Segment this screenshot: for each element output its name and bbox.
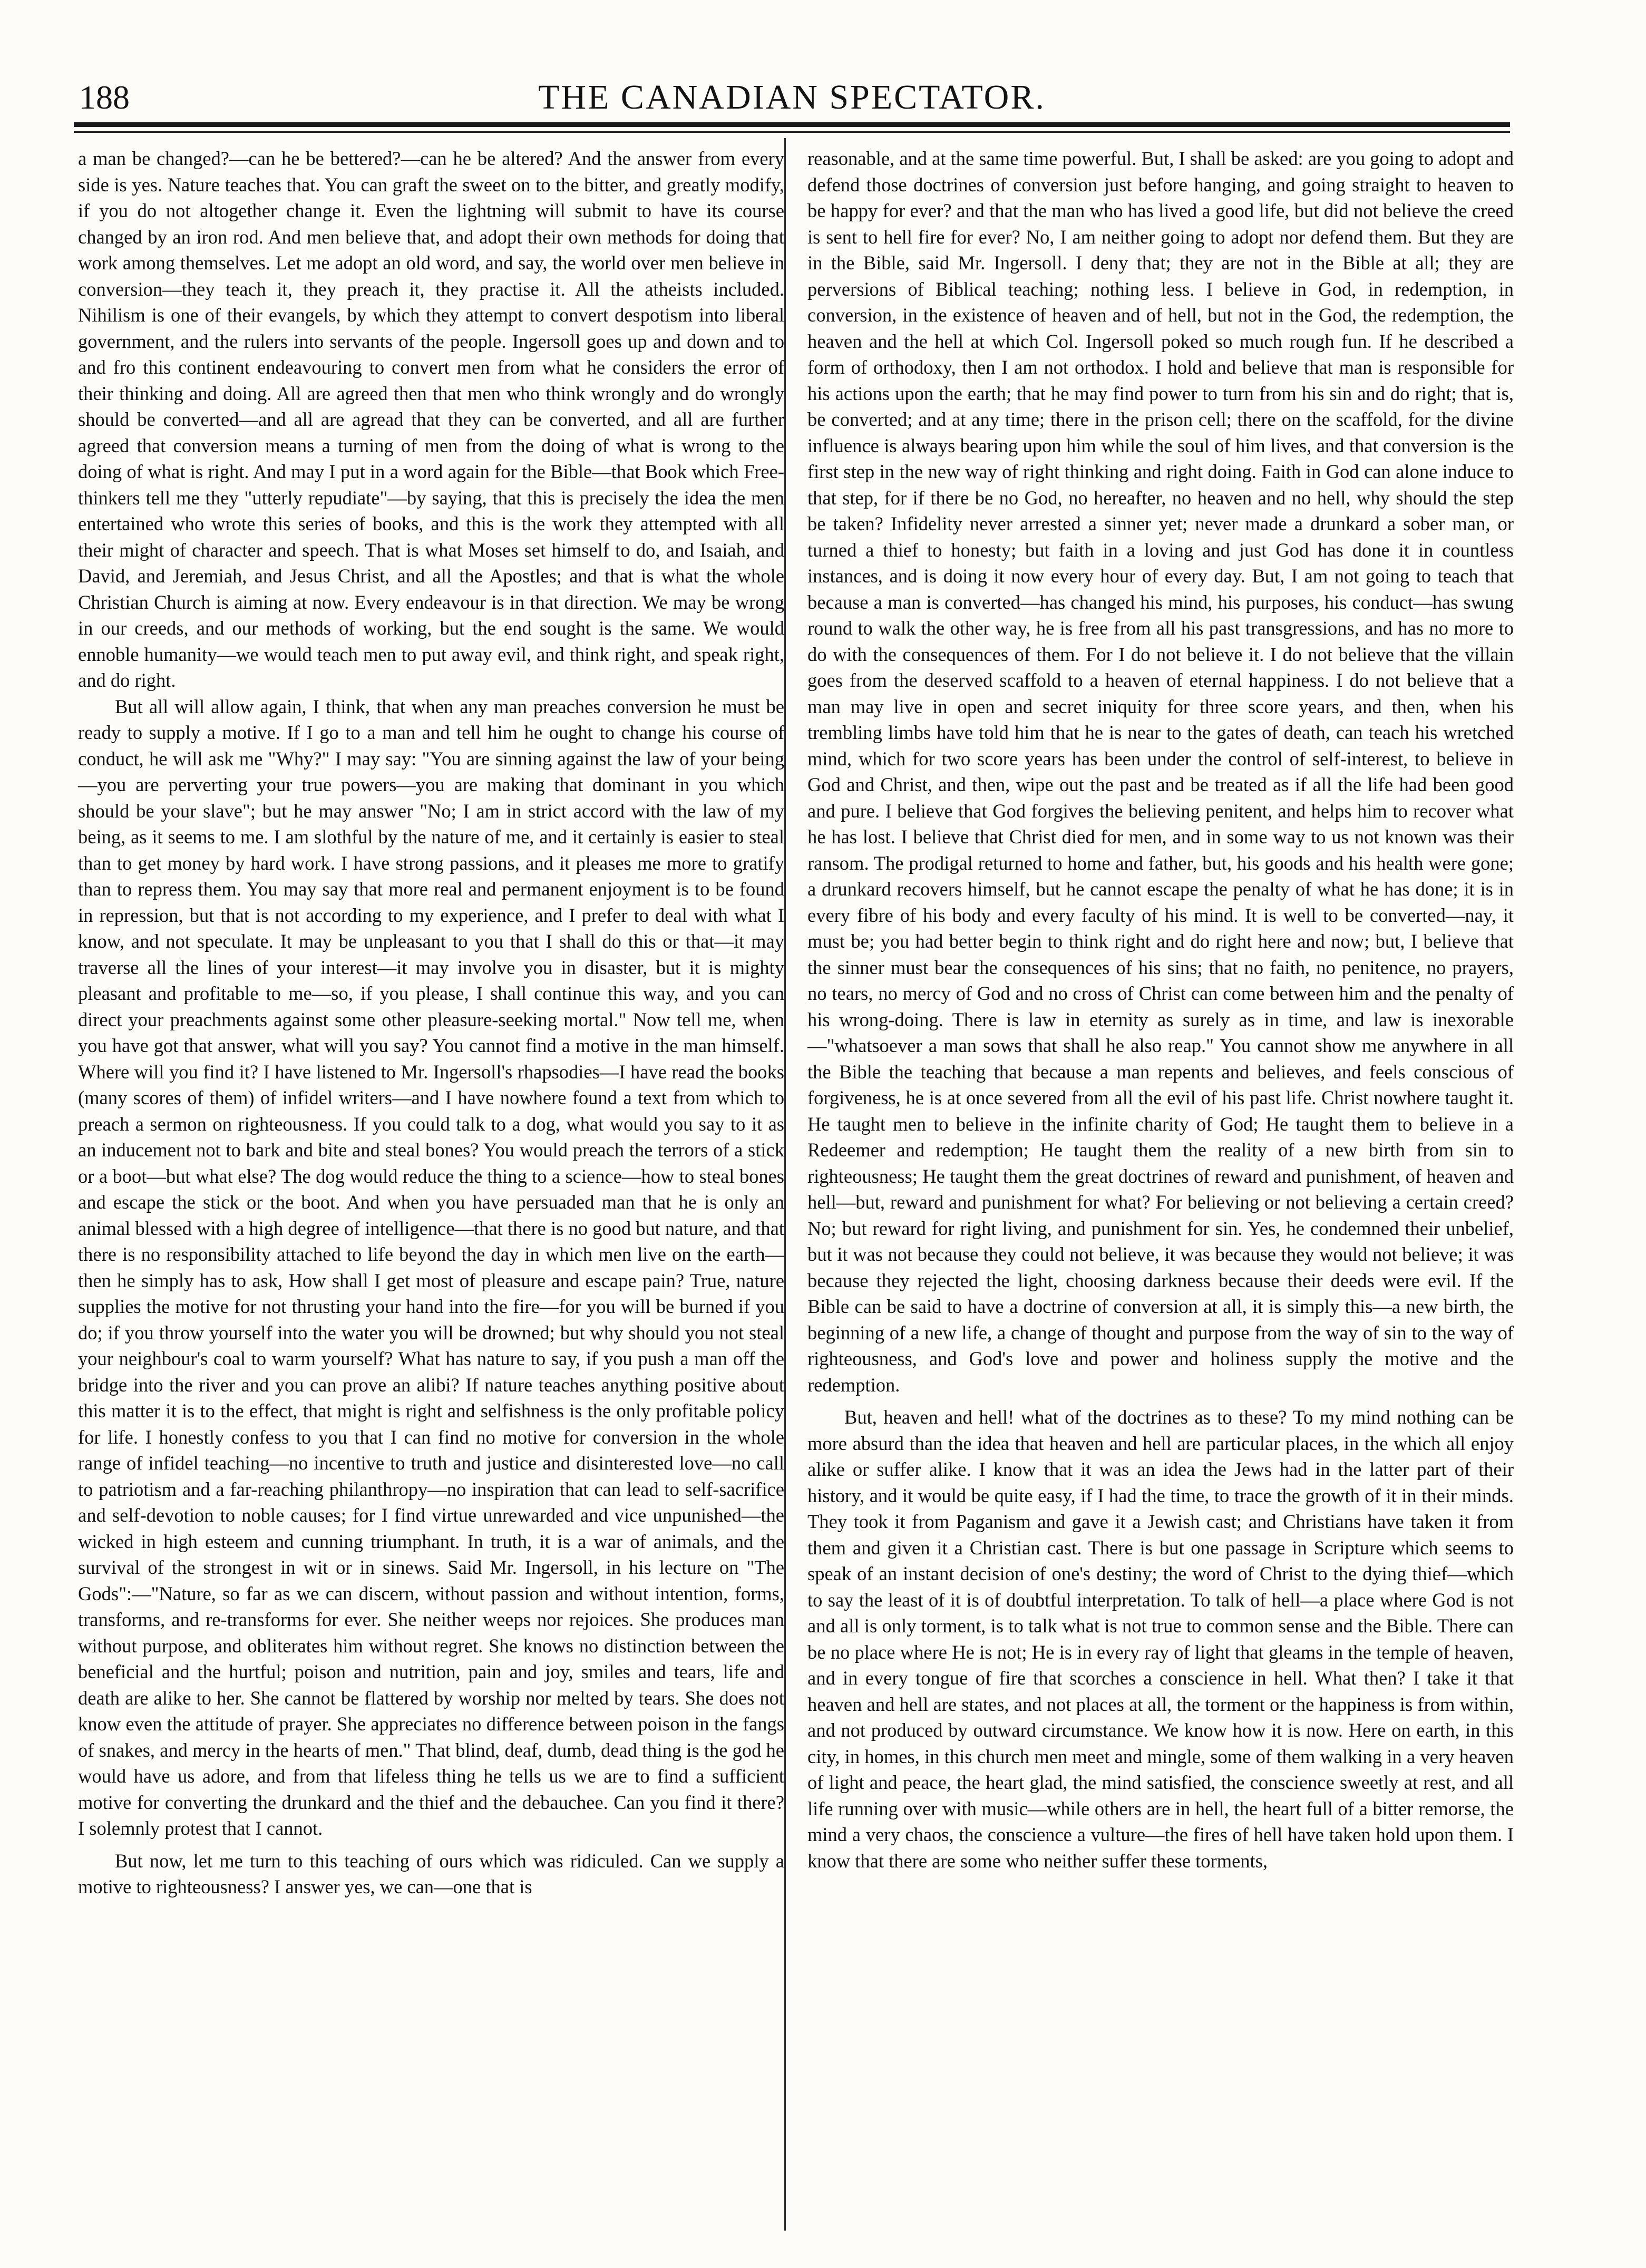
article-paragraph: reasonable, and at the same time powerful. But, I shall be asked: are you going to adopt and defend those doctrines of conversion just before hanging, and going straight to heaven to be happy for ever? and that the man who has lived a good life, but did not believe the creed is sent to hell fire for ever? No, I am neither going to adopt nor defend them. But they are in the Bible, said Mr. Ingersoll. I deny that; they are not in the Bible at all; they are perversions of Biblical teaching; nothing less. I believe in God, in redemption, in conversion, in the existence of heaven and of hell, but not in the God, the redemption, the heaven and the hell at which Col. Ingersoll poked so much rough fun. If he described a form of orthodoxy, then I am not orthodox. I hold and believe that man is responsible for his actions upon the earth; that he may find power to turn from his sin and do right; that is, be converted; and at any time; there in the prison cell; there on the scaffold, for the divine influence is always bearing upon him while the soul of him lives, and that conversion is the first step in the new way of right thinking and right doing. Faith in God can alone induce to that step, for if there be no God, no hereafter, no heaven and no hell, why should the step be taken? Infidelity never arrested a sinner yet; never made a drunkard a sober man, or turned a thief to honesty; but faith in a loving and just God has done it in countless instances, and is doing it now every hour of every day. But, I am not going to teach that because a man is converted—has changed his mind, his purposes, his conduct—has swung round to walk the other way, he is free from all his past transgressions, and has no more to do with the consequences of them. For I do not believe it. I do not believe that the villain goes from the deserved scaffold to a heaven of eternal happiness. I do not believe that a man may live in open and secret iniquity for three score years, and then, when his trembling limbs have told him that he is near to the gates of death, can teach his wretched mind, which for two score years has been under the control of self-interest, to believe in God and Christ, and then, wipe out the past and be treated as if all the life had been good and pure. I believe that God forgives the believing penitent, and helps him to recover what he has lost. I believe that Christ died for men, and in some way to us not known was their ransom. The prodigal returned to home and father, but, his goods and his health were gone; a drunkard recovers himself, but he cannot escape the penalty of what he has done; it is in every fibre of his body and every faculty of his mind. It is well to be converted—nay, it must be; you had better begin to think right and do right here and now; but, I believe that the sinner must bear the consequences of his sins; that no faith, no penitence, no prayers, no tears, no mercy of God and no cross of Christ can come between him and the penalty of his wrong-doing. There is law in eternity as surely as in time, and law is inexorable—"whatsoever a man sows that shall he also reap." You cannot show me anywhere in all the Bible the teaching that because a man repents and believes, and feels conscious of forgiveness, he is at once severed from all the evil of his past life. Christ nowhere taught it. He taught men to believe in the infinite charity of God; He taught them to believe in a Redeemer and redemption; He taught them the reality of a new birth from sin to righteousness; He taught them the great doctrines of reward and punishment, of heaven and hell—but, reward and punishment for what? For believing or not believing a certain creed? No; but reward for right living, and punishment for sin. Yes, he condemned their unbelief, but it was not because they could not believe, it was because they would not believe; it was because they rejected the light, choosing darkness because their deeds were evil. If the Bible can be said to have a doctrine of conversion at all, it is simply this—a new birth, the beginning of a new life, a change of thought and purpose from the way of sin to the way of righteousness, and God's love and power and holiness supply the motive and the redemption. <box>807 148 1514 1396</box>
article-paragraph: But now, let me turn to this teaching of ours which was ridiculed. Can we supply a motive to righteousness? I answer yes, we can—one that is <box>78 1850 784 1897</box>
left-column <box>78 145 784 1900</box>
right-column <box>807 145 1514 1874</box>
article-paragraph: But, heaven and hell! what of the doctrines as to these? To my mind nothing can be more absurd than the idea that heaven and hell are particular places, in the which all enjoy alike or suffer alike. I know that it was an idea the Jews had in the latter part of their history, and it would be quite easy, if I had the time, to trace the growth of it in their minds. They took it from Paganism and gave it a Jewish cast; and Christians have taken it from them and given it a Christian cast. There is but one passage in Scripture which seems to speak of an instant decision of one's destiny; the word of Christ to the dying thief—which to say the least of it is of doubtful interpretation. To talk of hell—a place where God is not and all is only torment, is to talk what is not true to common sense and the Bible. There can be no place where He is not; He is in every ray of light that gleams in the temple of heaven, and in every tongue of fire that scorches a conscience in hell. What then? I take it that heaven and hell are states, and not places at all, the torment or the happiness is from within, and not produced by outward circumstance. We know how it is now. Here on earth, in this city, in homes, in this church men meet and mingle, some of them walking in a very heaven of light and peace, the heart glad, the mind satisfied, the conscience sweetly at rest, and all life running over with music—while others are in hell, the heart full of a bitter remorse, the mind a very chaos, the conscience a vulture—the fires of hell have taken hold upon them. I know that there are some who neither suffer these torments, <box>807 1406 1514 1872</box>
column-divider <box>784 138 786 2231</box>
page-number: 188 <box>79 79 130 116</box>
page-header <box>79 76 1505 119</box>
article-paragraph: But all will allow again, I think, that when any man preaches conversion he must be ready to supply a motive. If I go to a man and tell him he ought to change his course of conduct, he will ask me "Why?" I may say: "You are sinning against the law of your being—you are perverting your true powers—you are making that dominant in you which should be your slave"; but he may answer "No; I am in strict accord with the law of my being, as it seems to me. I am slothful by the nature of me, and it certainly is easier to steal than to get money by hard work. I have strong passions, and it pleases me more to gratify than to repress them. You may say that more real and permanent enjoyment is to be found in repression, but that is not according to my experience, and I prefer to deal with what I know, and not speculate. It may be unpleasant to you that I shall do this or that—it may traverse all the lines of your interest—it may involve you in disaster, but it is mighty pleasant and profitable to me—so, if you please, I shall continue this way, and you can direct your preachments against some other pleasure-seeking mortal." Now tell me, when you have got that answer, what will you say? You cannot find a motive in the man himself. Where will you find it? I have listened to Mr. Ingersoll's rhapsodies—I have read the books (many scores of them) of infidel writers—and I have nowhere found a text from which to preach a sermon on righteousness. If you could talk to a dog, what would you say to it as an inducement not to bark and bite and steal bones? You would preach the terrors of a stick or a boot—but what else? The dog would reduce the thing to a science—how to steal bones and escape the stick or the boot. And when you have persuaded man that he is only an animal blessed with a high degree of intelligence—that there is no good but nature, and that there is no responsibility attached to life beyond the day in which men live on the earth—then he simply has to ask, How shall I get most of pleasure and escape pain? True, nature supplies the motive for not thrusting your hand into the fire—for you will be burned if you do; if you throw yourself into the water you will be drowned; but why should you not steal your neighbour's coal to warm yourself? What has nature to say, if you push a man off the bridge into the river and you can prove an alibi? If nature teaches anything positive about this matter it is to the effect, that might is right and selfishness is the only profitable policy for life. I honestly confess to you that I can find no motive for conversion in the whole range of infidel teaching—no incentive to truth and justice and disinterested love—no call to patriotism and a far-reaching philanthropy—no inspiration that can lead to self-sacrifice and self-devotion to noble causes; for I find virtue unrewarded and vice unpunished—the wicked in high esteem and cunning triumphant. In truth, it is a war of animals, and the survival of the strongest in wit or in sinews. Said Mr. Ingersoll, in his lecture on "The Gods":—"Nature, so far as we can discern, without passion and without intention, forms, transforms, and re-transforms for ever. She neither weeps nor rejoices. She produces man without purpose, and obliterates him without regret. She knows no distinction between the beneficial and the hurtful; poison and nutrition, pain and joy, smiles and tears, life and death are alike to her. She cannot be flattered by worship nor melted by tears. She does not know even the attitude of prayer. She appreciates no difference between poison in the fangs of snakes, and mercy in the hearts of men." That blind, deaf, dumb, dead thing is the god he would have us adore, and from that lifeless thing he tells us we are to find a sufficient motive for converting the drunkard and the thief and the debauchee. Can you find it there? I solemnly protest that I cannot. <box>78 695 784 1839</box>
masthead-title: THE CANADIAN SPECTATOR. <box>538 78 1046 116</box>
article-paragraph: a man be changed?—can he be bettered?—can he be altered? And the answer from every side is yes. Nature teaches that. You can graft the sweet on to the bitter, and greatly modify, if you do not altogether change it. Even the lightning will submit to have its course changed by an iron rod. And men believe that, and adopt their own methods for doing that work among themselves. Let me adopt an old word, and say, the world over men believe in conversion—they teach it, they preach it, they practise it. All the atheists included. Nihilism is one of their evangels, by which they attempt to convert despotism into liberal government, and the rulers into servants of the people. Ingersoll goes up and down and to and fro this continent endeavouring to convert men from what he considers the error of their thinking and doing. All are agreed then that men who think wrongly and do wrongly should be converted—and all are agread that they can be converted, and all are further agreed that conversion means a turning of men from the doing of what is wrong to the doing of what is right. And may I put in a word again for the Bible—that Book which Free-thinkers tell me they "utterly repudiate"—by saying, that this is precisely the idea the men entertained who wrote this series of books, and this is the work they attempted with all their might of character and speech. That is what Moses set himself to do, and Isaiah, and David, and Jeremiah, and Jesus Christ, and all the Apostles; and that is what the whole Christian Church is aiming at now. Every endeavour is in that direction. We may be wrong in our creeds, and our methods of working, but the end sought is the same. We would ennoble humanity—we would teach men to put away evil, and think right, and speak right, and do right. <box>78 148 784 691</box>
header-rule-thin <box>74 131 1510 133</box>
header-rule-thick <box>74 122 1510 127</box>
